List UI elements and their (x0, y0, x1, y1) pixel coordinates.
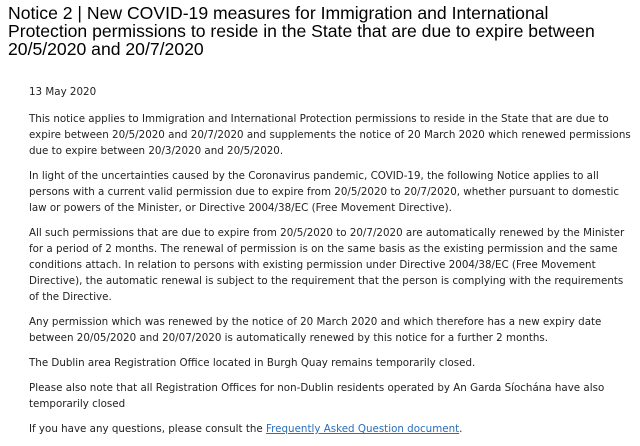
paragraph-scope: This notice applies to Immigration and International Protection permissions to reside in the State that are due to expire between 20/5/2020 and 20/7/2020 and supplements the notice of 20 March 2020 which renewed permissions due to expire between 20/3/2020 and 20/5/2020. (29, 113, 631, 157)
paragraph-garda-offices: Please also note that all Registration Offices for non-Dublin residents operated by An Garda Síochána have also temporarily closed (29, 382, 605, 410)
paragraph-previous-renewal: Any permission which was renewed by the notice of 20 March 2020 and which therefore has a new expiry date between 20/05/2020 and 20/07/2020 is automatically renewed by this notice for a further 2 months. (29, 316, 602, 344)
paragraph-questions (29, 421, 634, 437)
paragraph-uncertainties: In light of the uncertainties caused by the Coronavirus pandemic, COVID-19, the following Notice applies to all persons with a current valid permission due to expire from 20/5/2020 to 20/7/2020, whether pursuant to domestic law or powers of the Minister, or Directive 2004/38/EC (Free Movement Directive). (29, 170, 620, 214)
questions-prefix: If you have any questions, please consult the (29, 423, 266, 435)
paragraph-automatic-renewal: All such permissions that are due to expire from 20/5/2020 to 20/7/2020 are automatically renewed by the Minister for a period of 2 months. The renewal of permission is on the same basis as the existing permission and the same conditions attach. In relation to persons with existing permission under Directive 2004/38/EC (Free Movement Directive), the automatic renewal is subject to the requirement that the person is complying with the requirements of the Directive. (29, 227, 625, 303)
paragraph-dublin-office: The Dublin area Registration Office located in Burgh Quay remains temporarily closed. (29, 357, 476, 369)
notice-date: 13 May 2020 (29, 86, 97, 98)
questions-suffix: . (459, 423, 463, 435)
page-title: Notice 2 | New COVID-19 measures for Immigration and International Protection permissions to reside in the State that are due to expire between 20/5/2020 and 20/7/2020 (8, 3, 595, 59)
faq-document-link[interactable]: Frequently Asked Question document (266, 423, 460, 435)
notice-body (29, 84, 634, 446)
